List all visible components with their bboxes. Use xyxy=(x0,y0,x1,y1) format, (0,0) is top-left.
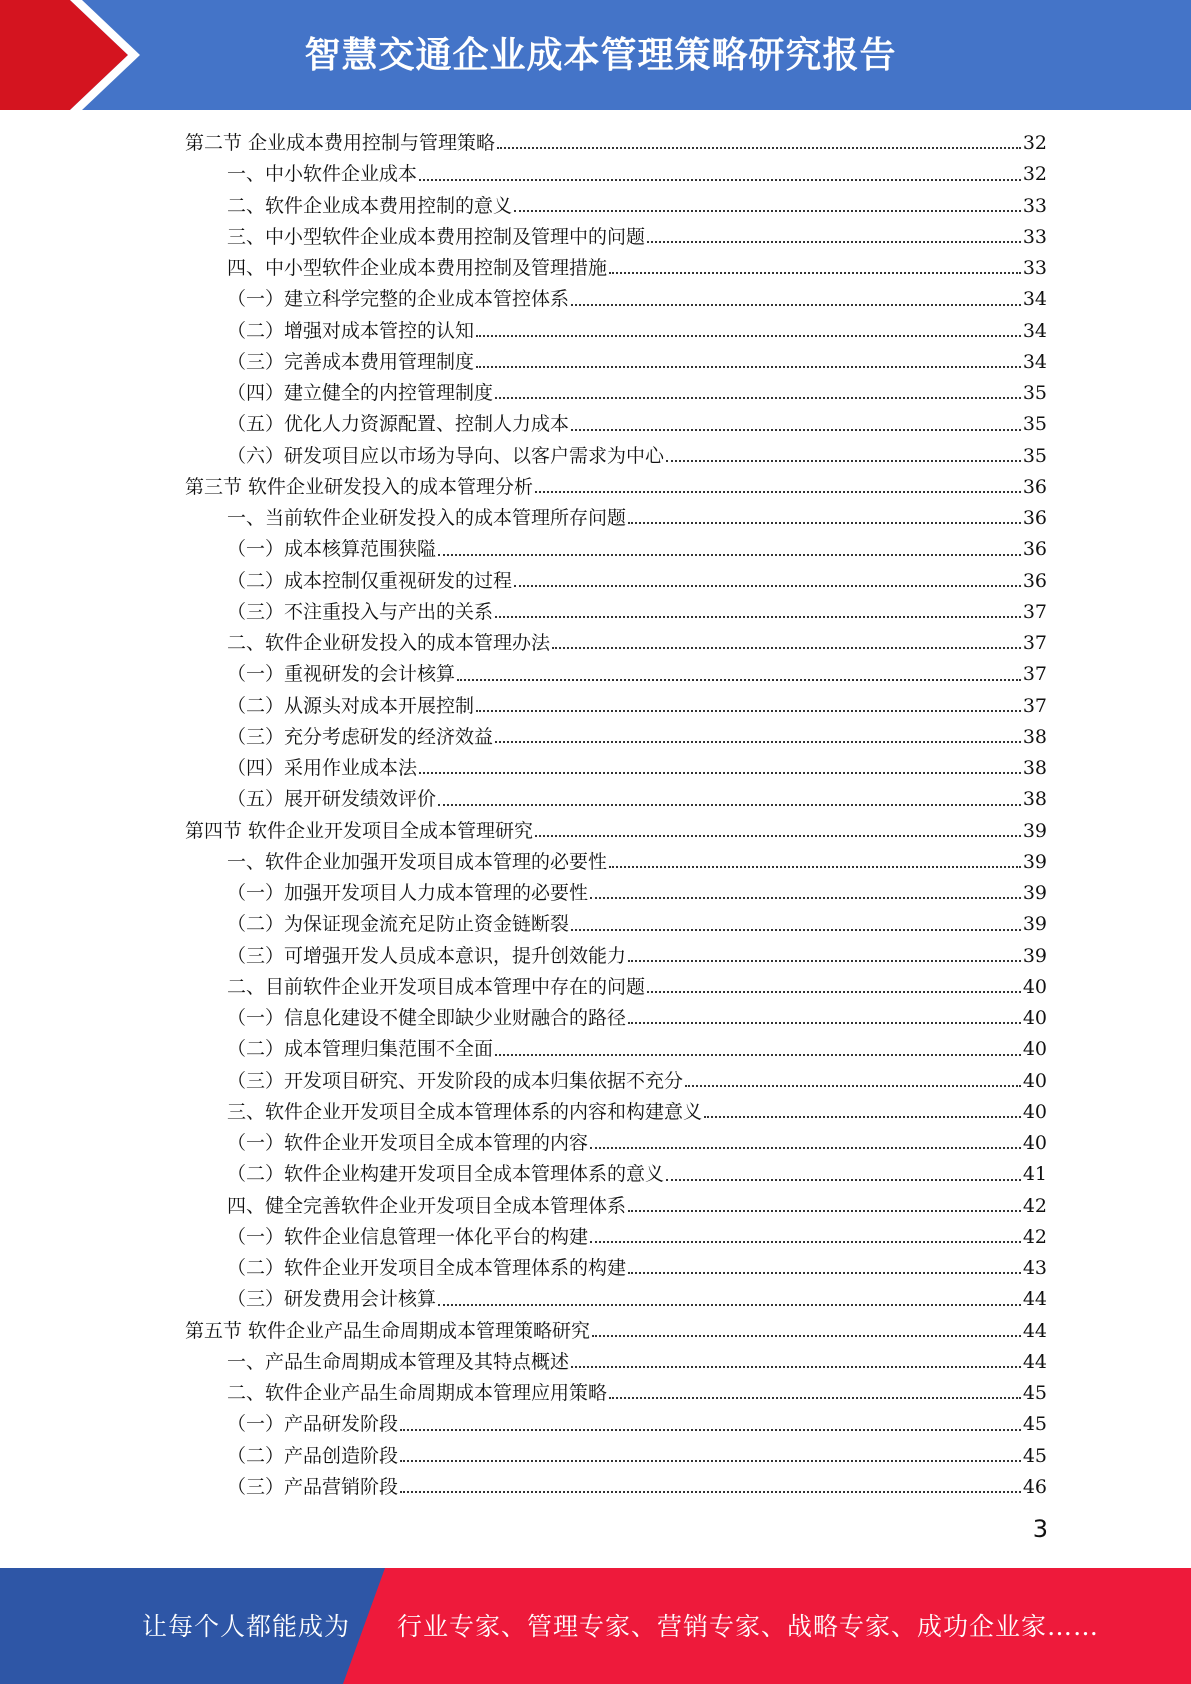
toc-entry[interactable] xyxy=(185,409,1047,440)
toc-dot-leader xyxy=(514,209,1021,212)
toc-entry-page: 40 xyxy=(1022,1132,1047,1154)
toc-entry-title: （三）产品营销阶段 xyxy=(227,1475,399,1498)
toc-entry-title: （六）研发项目应以市场为导向、以客户需求为中心 xyxy=(227,444,665,467)
toc-entry-page: 42 xyxy=(1022,1194,1047,1217)
toc-entry[interactable] xyxy=(185,1253,1047,1284)
toc-entry[interactable] xyxy=(185,753,1047,784)
toc-entry[interactable] xyxy=(185,1347,1047,1378)
toc-entry[interactable] xyxy=(185,941,1047,972)
toc-dot-leader xyxy=(628,959,1021,962)
toc-entry[interactable] xyxy=(185,253,1047,284)
toc-entry-page: 44 xyxy=(1022,1350,1047,1373)
toc-entry-page: 45 xyxy=(1022,1382,1047,1404)
toc-entry-page: 40 xyxy=(1022,1007,1047,1029)
toc-entry-title: （三）不注重投入与产出的关系 xyxy=(227,600,494,623)
toc-dot-leader xyxy=(400,1490,1021,1493)
toc-entry-title: （二）成本管理归集范围不全面 xyxy=(227,1038,494,1061)
toc-entry[interactable] xyxy=(185,1159,1047,1190)
toc-dot-leader xyxy=(609,865,1021,868)
toc-entry[interactable] xyxy=(185,566,1047,597)
toc-entry-title: （二）软件企业开发项目全成本管理体系的构建 xyxy=(227,1257,627,1279)
toc-entry-title: 第四节 软件企业开发项目全成本管理研究 xyxy=(185,819,534,842)
toc-entry-title: 二、软件企业研发投入的成本管理办法 xyxy=(227,632,551,654)
toc-entry-title: （二）成本控制仅重视研发的过程 xyxy=(227,569,513,592)
toc-entry[interactable] xyxy=(185,1441,1047,1472)
toc-entry-title: 一、中小软件企业成本 xyxy=(227,163,418,186)
toc-dot-leader xyxy=(419,771,1021,774)
toc-entry-title: 三、中小型软件企业成本费用控制及管理中的问题 xyxy=(227,225,646,248)
toc-entry[interactable] xyxy=(185,1284,1047,1315)
toc-entry[interactable] xyxy=(185,878,1047,909)
toc-dot-leader xyxy=(514,584,1021,587)
toc-entry[interactable] xyxy=(185,1066,1047,1097)
toc-entry-page: 32 xyxy=(1022,132,1047,154)
toc-entry-page: 38 xyxy=(1022,788,1047,811)
toc-entry[interactable] xyxy=(185,597,1047,628)
toc-dot-leader xyxy=(571,1365,1021,1368)
toc-dot-leader xyxy=(647,240,1021,243)
toc-entry-title: （五）展开研发绩效评价 xyxy=(227,788,437,811)
toc-entry[interactable] xyxy=(185,722,1047,753)
toc-entry[interactable] xyxy=(185,1034,1047,1065)
toc-entry-page: 41 xyxy=(1022,1163,1047,1186)
toc-entry-page: 38 xyxy=(1022,725,1047,748)
toc-dot-leader xyxy=(666,1178,1021,1181)
toc-entry-title: 一、产品生命周期成本管理及其特点概述 xyxy=(227,1350,570,1373)
toc-entry-page: 33 xyxy=(1022,225,1047,248)
toc-entry[interactable] xyxy=(185,1097,1047,1128)
toc-entry[interactable] xyxy=(185,816,1047,847)
toc-entry-title: （三）充分考虑研发的经济效益 xyxy=(227,725,494,748)
toc-entry-page: 39 xyxy=(1022,819,1047,842)
toc-entry[interactable] xyxy=(185,284,1047,315)
toc-entry-page: 32 xyxy=(1022,163,1047,186)
toc-entry-page: 45 xyxy=(1022,1413,1047,1436)
toc-entry-title: （四）采用作业成本法 xyxy=(227,757,418,779)
toc-entry-title: （一）重视研发的会计核算 xyxy=(227,663,456,686)
toc-entry-page: 37 xyxy=(1022,694,1047,717)
toc-entry-page: 36 xyxy=(1022,538,1047,561)
toc-entry-title: （四）建立健全的内控管理制度 xyxy=(227,382,494,404)
toc-dot-leader xyxy=(535,490,1021,493)
toc-dot-leader xyxy=(495,1053,1021,1056)
footer-slogan-right: 行业专家、管理专家、营销专家、战略专家、成功企业家…… xyxy=(397,1612,1100,1641)
toc-entry-title: 一、当前软件企业研发投入的成本管理所存问题 xyxy=(227,507,627,529)
toc-entry-page: 46 xyxy=(1022,1475,1047,1498)
toc-entry-page: 44 xyxy=(1022,1288,1047,1311)
toc-dot-leader xyxy=(592,1334,1021,1337)
toc-entry[interactable] xyxy=(185,1316,1047,1347)
toc-entry-title: （三）完善成本费用管理制度 xyxy=(227,350,475,373)
toc-dot-leader xyxy=(476,334,1021,337)
toc-entry-page: 42 xyxy=(1022,1225,1047,1248)
toc-dot-leader xyxy=(666,459,1021,462)
toc-dot-leader xyxy=(495,615,1021,618)
toc-entry-title: （一）软件企业开发项目全成本管理的内容 xyxy=(227,1132,589,1154)
toc-entry-page: 36 xyxy=(1022,475,1047,498)
toc-entry[interactable] xyxy=(185,1472,1047,1503)
toc-entry-title: （一）产品研发阶段 xyxy=(227,1413,399,1436)
toc-entry[interactable] xyxy=(185,503,1047,534)
toc-entry[interactable] xyxy=(185,534,1047,565)
toc-entry[interactable] xyxy=(185,784,1047,815)
toc-dot-leader xyxy=(590,1146,1021,1149)
toc-entry-title: （五）优化人力资源配置、控制人力成本 xyxy=(227,413,570,436)
toc-entry-page: 39 xyxy=(1022,944,1047,967)
toc-entry-page: 43 xyxy=(1022,1257,1047,1279)
toc-entry[interactable] xyxy=(185,159,1047,190)
toc-entry[interactable] xyxy=(185,222,1047,253)
toc-entry-title: 第五节 软件企业产品生命周期成本管理策略研究 xyxy=(185,1319,591,1342)
toc-entry-title: （三）开发项目研究、开发阶段的成本归集依据不充分 xyxy=(227,1069,684,1092)
toc-entry-page: 35 xyxy=(1022,382,1047,404)
toc-dot-leader xyxy=(457,678,1021,681)
toc-dot-leader xyxy=(628,1271,1021,1274)
toc-dot-leader xyxy=(628,1209,1021,1212)
toc-dot-leader xyxy=(571,303,1021,306)
toc-dot-leader xyxy=(704,1115,1021,1118)
toc-entry-title: 四、健全完善软件企业开发项目全成本管理体系 xyxy=(227,1194,627,1217)
toc-entry[interactable] xyxy=(185,1003,1047,1034)
toc-entry-title: 第三节 软件企业研发投入的成本管理分析 xyxy=(185,475,534,498)
toc-dot-leader xyxy=(552,646,1021,649)
toc-entry[interactable] xyxy=(185,441,1047,472)
toc-entry-page: 35 xyxy=(1022,413,1047,436)
toc-entry-page: 39 xyxy=(1022,882,1047,904)
toc-entry-title: （三）研发费用会计核算 xyxy=(227,1288,437,1311)
toc-entry[interactable] xyxy=(185,659,1047,690)
toc-dot-leader xyxy=(476,709,1021,712)
toc-entry-title: 四、中小型软件企业成本费用控制及管理措施 xyxy=(227,257,608,279)
toc-dot-leader xyxy=(400,1428,1021,1431)
toc-entry-page: 37 xyxy=(1022,663,1047,686)
toc-dot-leader xyxy=(571,928,1021,931)
toc-entry-page: 34 xyxy=(1022,319,1047,342)
toc-entry-title: （一）信息化建设不健全即缺少业财融合的路径 xyxy=(227,1007,627,1029)
toc-entry[interactable] xyxy=(185,909,1047,940)
toc-entry-page: 34 xyxy=(1022,350,1047,373)
toc-entry-page: 37 xyxy=(1022,632,1047,654)
header-band xyxy=(0,0,1191,110)
toc-dot-leader xyxy=(495,740,1021,743)
toc-entry-page: 33 xyxy=(1022,257,1047,279)
toc-entry-page: 45 xyxy=(1022,1444,1047,1467)
toc-entry-title: 第二节 企业成本费用控制与管理策略 xyxy=(185,132,496,154)
toc-entry[interactable] xyxy=(185,1222,1047,1253)
toc-entry-title: （二）从源头对成本开展控制 xyxy=(227,694,475,717)
toc-dot-leader xyxy=(535,834,1021,837)
toc-entry-page: 37 xyxy=(1022,600,1047,623)
toc-entry-title: （二）产品创造阶段 xyxy=(227,1444,399,1467)
toc-entry-page: 40 xyxy=(1022,975,1047,998)
toc-entry-title: 一、软件企业加强开发项目成本管理的必要性 xyxy=(227,850,608,873)
toc-entry-page: 40 xyxy=(1022,1069,1047,1092)
toc-entry-page: 39 xyxy=(1022,850,1047,873)
toc-entry[interactable] xyxy=(185,378,1047,409)
toc-dot-leader xyxy=(438,553,1021,556)
toc-entry-page: 34 xyxy=(1022,288,1047,311)
toc-entry[interactable] xyxy=(185,347,1047,378)
toc-dot-leader xyxy=(609,1396,1021,1399)
toc-entry[interactable] xyxy=(185,191,1047,222)
toc-entry[interactable] xyxy=(185,316,1047,347)
toc-entry[interactable] xyxy=(185,128,1047,159)
document-title: 智慧交通企业成本管理策略研究报告 xyxy=(304,34,897,76)
toc-entry-title: （二）软件企业构建开发项目全成本管理体系的意义 xyxy=(227,1163,665,1186)
toc-dot-leader xyxy=(438,803,1021,806)
toc-entry[interactable] xyxy=(185,1409,1047,1440)
toc-dot-leader xyxy=(590,896,1021,899)
toc-entry-title: （一）建立科学完整的企业成本管控体系 xyxy=(227,288,570,311)
toc-dot-leader xyxy=(497,146,1021,149)
page-number: 3 xyxy=(1032,1515,1048,1543)
toc-entry-page: 39 xyxy=(1022,913,1047,936)
toc-entry-page: 44 xyxy=(1022,1319,1047,1342)
footer-slogan-left: 让每个人都能成为 xyxy=(142,1612,351,1641)
toc-entry-page: 35 xyxy=(1022,444,1047,467)
toc-dot-leader xyxy=(647,990,1021,993)
toc-entry[interactable] xyxy=(185,628,1047,659)
toc-entry-title: 二、软件企业成本费用控制的意义 xyxy=(227,194,513,217)
table-of-contents xyxy=(185,128,1047,1503)
toc-entry-title: （一）软件企业信息管理一体化平台的构建 xyxy=(227,1225,589,1248)
toc-dot-leader xyxy=(400,1459,1021,1462)
toc-dot-leader xyxy=(628,1021,1021,1024)
toc-dot-leader xyxy=(571,428,1021,431)
toc-entry[interactable] xyxy=(185,847,1047,878)
toc-entry-title: 三、软件企业开发项目全成本管理体系的内容和构建意义 xyxy=(227,1100,703,1123)
toc-entry-title: （二）为保证现金流充足防止资金链断裂 xyxy=(227,913,570,936)
toc-entry-page: 38 xyxy=(1022,757,1047,779)
toc-entry-page: 40 xyxy=(1022,1038,1047,1061)
toc-dot-leader xyxy=(438,1303,1021,1306)
toc-entry[interactable] xyxy=(185,1191,1047,1222)
toc-dot-leader xyxy=(590,1240,1021,1243)
toc-dot-leader xyxy=(495,396,1021,399)
toc-entry-title: （二）增强对成本管控的认知 xyxy=(227,319,475,342)
toc-entry-page: 40 xyxy=(1022,1100,1047,1123)
toc-entry[interactable] xyxy=(185,472,1047,503)
toc-entry[interactable] xyxy=(185,691,1047,722)
toc-entry-title: （一）加强开发项目人力成本管理的必要性 xyxy=(227,882,589,904)
toc-entry-title: 二、目前软件企业开发项目成本管理中存在的问题 xyxy=(227,975,646,998)
toc-entry-title: 二、软件企业产品生命周期成本管理应用策略 xyxy=(227,1382,608,1404)
toc-dot-leader xyxy=(685,1084,1021,1087)
toc-dot-leader xyxy=(476,365,1021,368)
toc-dot-leader xyxy=(628,521,1021,524)
toc-dot-leader xyxy=(419,178,1021,181)
toc-entry-title: （三）可增强开发人员成本意识，提升创效能力 xyxy=(227,944,627,967)
toc-entry-title: （一）成本核算范围狭隘 xyxy=(227,538,437,561)
toc-entry[interactable] xyxy=(185,972,1047,1003)
toc-entry-page: 36 xyxy=(1022,507,1047,529)
toc-entry[interactable] xyxy=(185,1378,1047,1409)
toc-dot-leader xyxy=(609,271,1021,274)
toc-entry-page: 33 xyxy=(1022,194,1047,217)
toc-entry-page: 36 xyxy=(1022,569,1047,592)
toc-entry[interactable] xyxy=(185,1128,1047,1159)
